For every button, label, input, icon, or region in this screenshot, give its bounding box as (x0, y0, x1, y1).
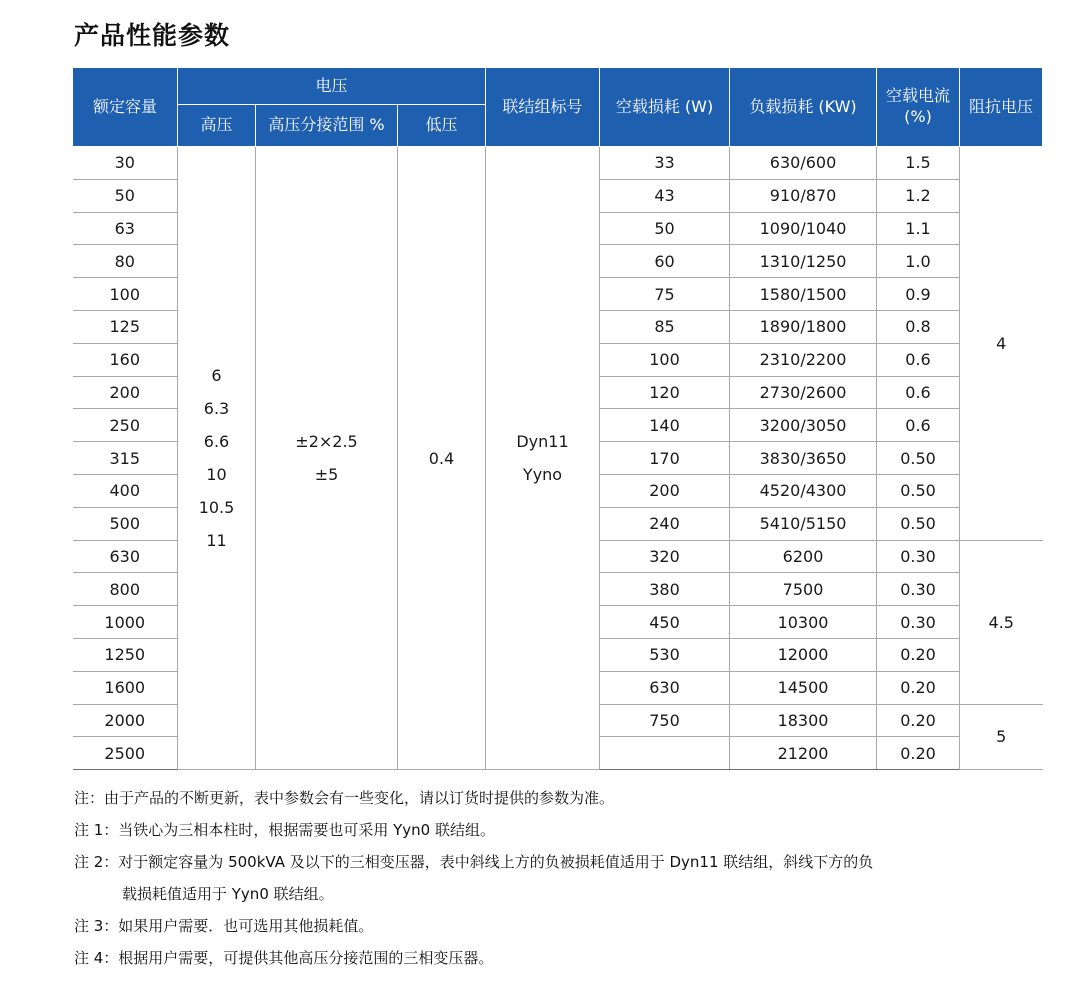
no-load-current-cell: 0.6 (877, 343, 960, 376)
capacity-cell: 160 (73, 343, 178, 376)
load-loss-cell: 2730/2600 (730, 376, 877, 409)
capacity-cell: 2000 (73, 704, 178, 737)
capacity-cell: 200 (73, 376, 178, 409)
impedance-cell: 4.5 (960, 540, 1043, 704)
capacity-cell: 400 (73, 474, 178, 507)
note-general: 注：由于产品的不断更新，表中参数会有一些变化，请以订货时提供的参数为准。 (74, 789, 615, 807)
header-impedance: 阻抗电压 (960, 68, 1043, 147)
high-voltage-value: 6.6 (203, 432, 230, 452)
note-1: 注 1：当铁心为三相本柱时，根据需要也可采用 Yyn0 联结组。 (74, 821, 495, 839)
header-tap-range: 高压分接范围 % (256, 105, 398, 147)
load-loss-cell: 5410/5150 (730, 507, 877, 540)
load-loss-cell: 1310/1250 (730, 245, 877, 278)
no-load-loss-cell: 750 (600, 704, 730, 737)
high-voltage-value: 11 (206, 531, 227, 551)
page-title: 产品性能参数 (74, 21, 231, 50)
no-load-current-cell: 0.50 (877, 442, 960, 475)
header-high-voltage: 高压 (178, 105, 256, 147)
no-load-loss-cell: 200 (600, 474, 730, 507)
no-load-loss-cell: 530 (600, 638, 730, 671)
load-loss-cell: 3830/3650 (730, 442, 877, 475)
connection-value: Dyn11 (516, 432, 569, 452)
high-voltage-value: 10 (206, 465, 227, 485)
load-loss-cell: 630/600 (730, 147, 877, 180)
note-3: 注 3：如果用户需要．也可选用其他损耗值。 (74, 917, 374, 935)
tap-range-value: ±2×2.5 (295, 432, 358, 452)
no-load-current-cell: 1.0 (877, 245, 960, 278)
header-voltage: 电压 (178, 68, 486, 105)
no-load-loss-cell (600, 737, 730, 770)
connection-value: Yyno (522, 465, 563, 485)
capacity-cell: 315 (73, 442, 178, 475)
connection-cell (486, 147, 600, 770)
capacity-cell: 500 (73, 507, 178, 540)
high-voltage-value: 10.5 (198, 498, 235, 518)
load-loss-cell: 6200 (730, 540, 877, 573)
no-load-current-cell: 0.20 (877, 638, 960, 671)
tap-range-cell (256, 147, 398, 770)
no-load-loss-cell: 120 (600, 376, 730, 409)
high-voltage-cell (178, 147, 256, 770)
no-load-loss-cell: 50 (600, 212, 730, 245)
table-body (73, 147, 1043, 770)
no-load-current-cell: 1.2 (877, 179, 960, 212)
no-load-current-cell: 0.20 (877, 671, 960, 704)
no-load-loss-cell: 100 (600, 343, 730, 376)
impedance-cell: 4 (960, 147, 1043, 541)
load-loss-cell: 18300 (730, 704, 877, 737)
tap-range-value: ±5 (314, 465, 339, 485)
load-loss-cell: 14500 (730, 671, 877, 704)
no-load-loss-cell: 140 (600, 409, 730, 442)
capacity-cell: 50 (73, 179, 178, 212)
no-load-loss-cell: 320 (600, 540, 730, 573)
load-loss-cell: 4520/4300 (730, 474, 877, 507)
no-load-loss-cell: 43 (600, 179, 730, 212)
header-low-voltage: 低压 (398, 105, 486, 147)
header-no-load-current: 空载电流 (%) (877, 68, 960, 147)
product-parameter-table (72, 67, 1043, 770)
no-load-current-cell: 0.20 (877, 704, 960, 737)
notes-section (74, 782, 1054, 974)
load-loss-cell: 12000 (730, 638, 877, 671)
capacity-cell: 63 (73, 212, 178, 245)
no-load-loss-cell: 33 (600, 147, 730, 180)
no-load-current-cell: 1.5 (877, 147, 960, 180)
no-load-current-cell: 0.8 (877, 310, 960, 343)
capacity-cell: 800 (73, 573, 178, 606)
load-loss-cell: 1090/1040 (730, 212, 877, 245)
capacity-cell: 80 (73, 245, 178, 278)
capacity-cell: 1600 (73, 671, 178, 704)
note-2-continued: 载损耗值适用于 Yyn0 联结组。 (122, 885, 334, 903)
note-4: 注 4：根据用户需要，可提供其他高压分接范围的三相变压器。 (74, 949, 494, 967)
no-load-loss-cell: 85 (600, 310, 730, 343)
capacity-cell: 1250 (73, 638, 178, 671)
load-loss-cell: 21200 (730, 737, 877, 770)
no-load-loss-cell: 75 (600, 278, 730, 311)
header-capacity: 额定容量 (73, 68, 178, 147)
header-load-loss: 负载损耗 (KW) (730, 68, 877, 147)
no-load-current-cell: 0.30 (877, 573, 960, 606)
load-loss-cell: 1580/1500 (730, 278, 877, 311)
no-load-loss-cell: 630 (600, 671, 730, 704)
load-loss-cell: 10300 (730, 606, 877, 639)
no-load-current-cell: 0.30 (877, 606, 960, 639)
capacity-cell: 125 (73, 310, 178, 343)
impedance-cell: 5 (960, 704, 1043, 770)
load-loss-cell: 2310/2200 (730, 343, 877, 376)
header-connection: 联结组标号 (486, 68, 600, 147)
capacity-cell: 2500 (73, 737, 178, 770)
no-load-loss-cell: 240 (600, 507, 730, 540)
capacity-cell: 100 (73, 278, 178, 311)
high-voltage-value: 6 (211, 366, 222, 386)
no-load-current-cell: 0.6 (877, 376, 960, 409)
no-load-current-cell: 0.20 (877, 737, 960, 770)
no-load-current-cell: 0.9 (877, 278, 960, 311)
load-loss-cell: 1890/1800 (730, 310, 877, 343)
load-loss-cell: 910/870 (730, 179, 877, 212)
high-voltage-value: 6.3 (203, 399, 230, 419)
no-load-current-cell: 1.1 (877, 212, 960, 245)
no-load-loss-cell: 170 (600, 442, 730, 475)
no-load-current-cell: 0.50 (877, 474, 960, 507)
low-voltage-cell: 0.4 (398, 147, 486, 770)
header-no-load-loss: 空载损耗 (W) (600, 68, 730, 147)
capacity-cell: 1000 (73, 606, 178, 639)
no-load-current-cell: 0.6 (877, 409, 960, 442)
load-loss-cell: 7500 (730, 573, 877, 606)
table-row (73, 147, 1043, 180)
note-2: 注 2：对于额定容量为 500kVA 及以下的三相变压器，表中斜线上方的负被损耗值适用于 Dyn11 联结组，斜线下方的负 (74, 853, 874, 871)
no-load-current-cell: 0.50 (877, 507, 960, 540)
no-load-current-cell: 0.30 (877, 540, 960, 573)
no-load-loss-cell: 60 (600, 245, 730, 278)
capacity-cell: 250 (73, 409, 178, 442)
no-load-loss-cell: 450 (600, 606, 730, 639)
capacity-cell: 630 (73, 540, 178, 573)
no-load-loss-cell: 380 (600, 573, 730, 606)
capacity-cell: 30 (73, 147, 178, 180)
load-loss-cell: 3200/3050 (730, 409, 877, 442)
